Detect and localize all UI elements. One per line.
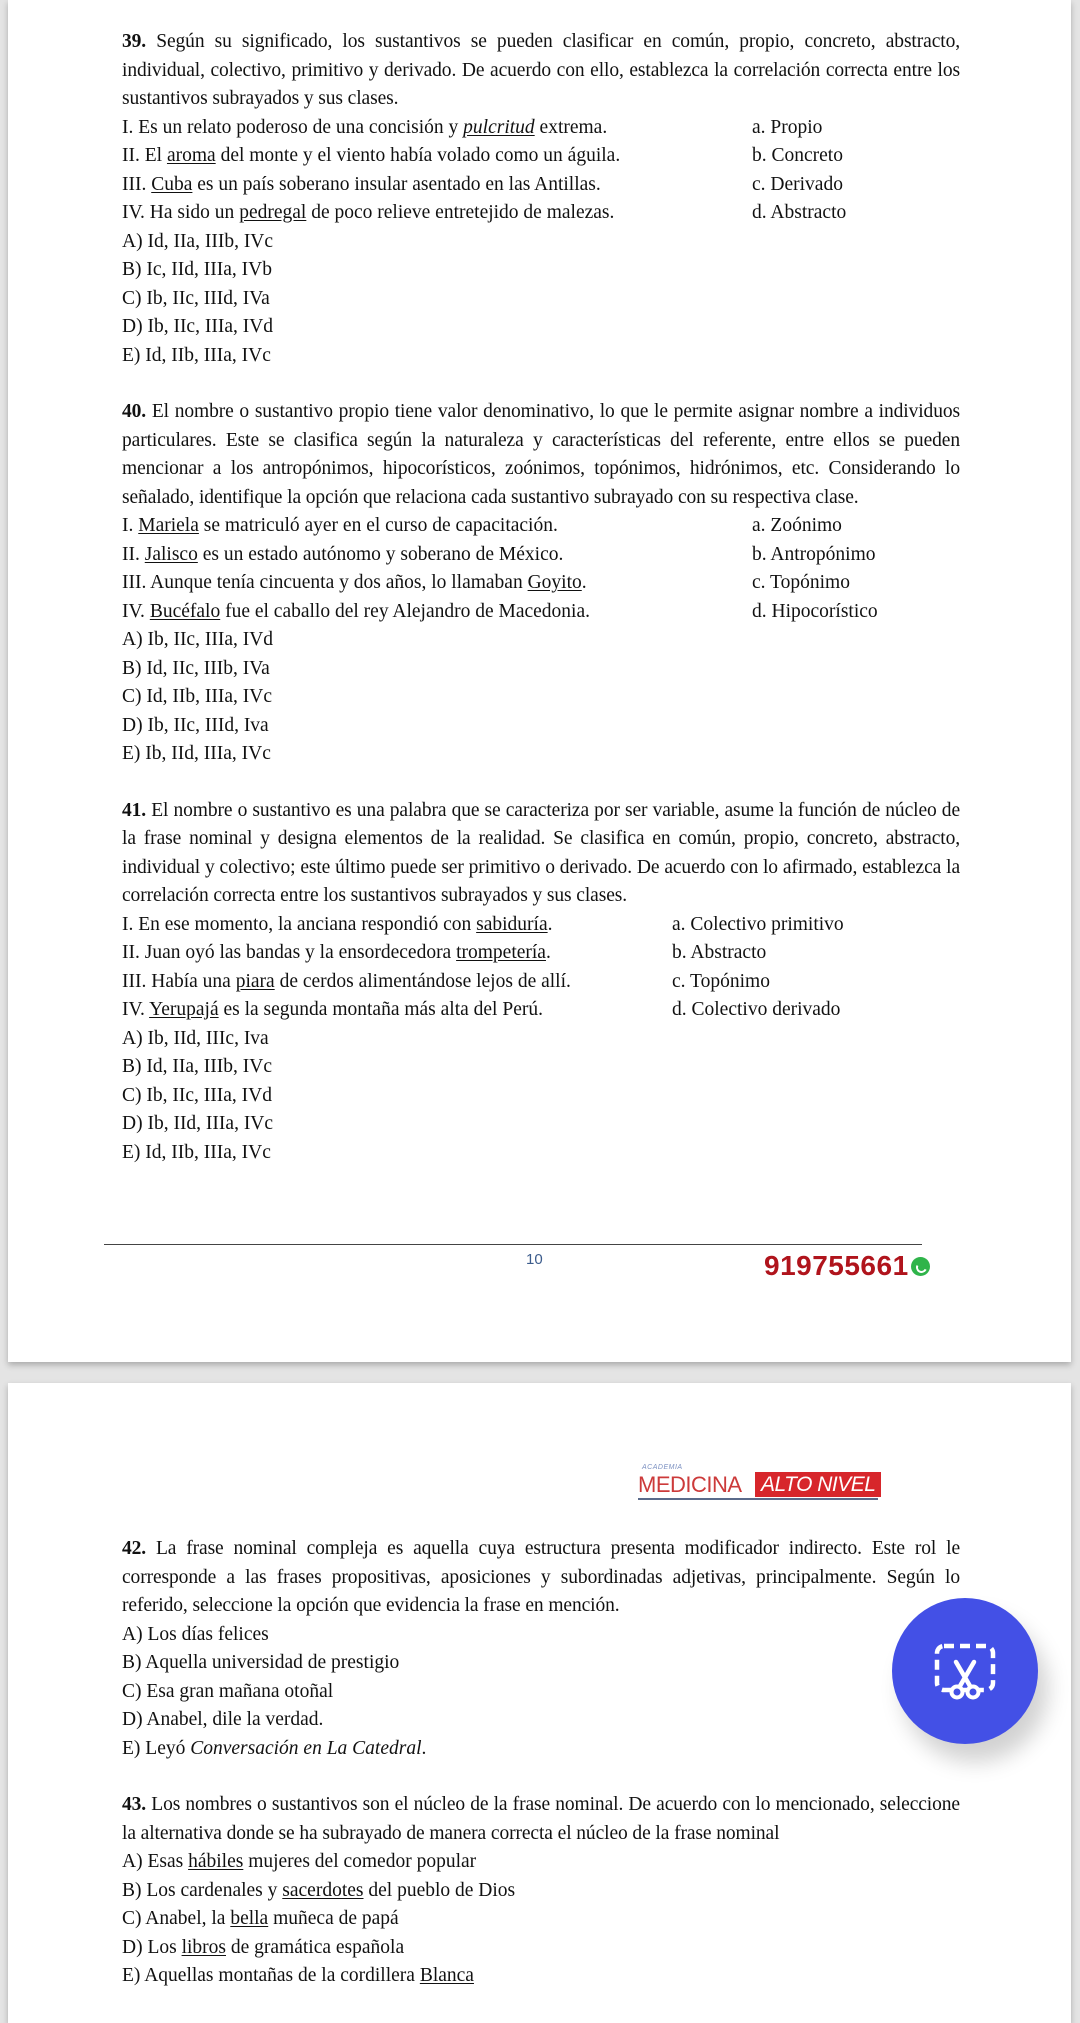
question-number: 43. [122,1794,147,1815]
match-label: a. Propio [752,116,823,138]
match-label: c. Derivado [752,173,843,195]
underlined-noun: Goyito [527,572,582,593]
item-row: II. Jalisco es un estado autónomo y soberano de México. b. Antropónimo [122,541,960,570]
item-row: III. Cuba es un país soberano insular asentado en las Antillas. c. Derivado [122,171,960,200]
answer-option: D) Ib, IIc, IIIa, IVd [122,316,274,337]
question-text: El nombre o sustantivo es una palabra que se caracteriza por ser variable, asume la función de núcleo de la frase nominal y designa elementos de la realidad. Se clasifica en común, propio, concreto, abstracto, individual y colectivo; este último puede ser primitivo o derivado. De acuerdo con lo afirmado, establezca la correlación correcta entre los sustantivos subrayados y sus clases. [122,799,960,906]
answer-option: E) Leyó Conversación en La Catedral. [122,1737,427,1759]
answer-option: D) Anabel, dile la verdad. [122,1709,324,1730]
page-1-content [122,28,960,1167]
question-42-statement [122,1535,960,1621]
answer-option: D) Los libros de gramática española [122,1936,405,1958]
answer-option: A) Los días felices [122,1623,269,1645]
underlined-noun: libros [181,1936,226,1958]
screenshot-scissors-icon [932,1638,998,1704]
answer-option: E) Aquellas montañas de la cordillera Blanca [122,1965,474,1986]
question-39-statement [122,28,960,114]
answer-option: C) Ib, IIc, IIId, IVa [122,287,270,309]
question-42 [122,1535,960,1763]
question-number: 41. [122,799,147,821]
answer-option: E) Ib, IId, IIIa, IVc [122,743,271,764]
item-row: III. Aunque tenía cincuenta y dos años, lo llamaban Goyito. c. Topónimo [122,569,960,598]
match-label: d. Colectivo derivado [672,999,841,1020]
item-row: IV. Ha sido un pedregal de poco relieve entretejido de malezas. d. Abstracto [122,199,960,228]
answer-option: D) Ib, IIc, IIId, Iva [122,714,269,736]
question-number: 39. [122,31,147,52]
question-41 [122,797,960,1168]
answer-option: D) Ib, IId, IIIa, IVc [122,1113,274,1134]
answer-option: A) Ib, IIc, IIIa, IVd [122,629,274,650]
page-number: 10 [526,1251,543,1268]
underlined-noun: Cuba [151,173,193,195]
underlined-noun: Yerupajá [149,999,219,1020]
answer-option: C) Anabel, la bella muñeca de papá [122,1908,399,1929]
answer-option: E) Id, IIb, IIIa, IVc [122,344,271,366]
logo-underline [638,1498,878,1500]
answer-option: C) Ib, IIc, IIIa, IVd [122,1084,272,1106]
question-43-statement [122,1791,960,1848]
question-40-statement [122,398,960,512]
item-row: I. Mariela se matriculó ayer en el curso de capacitación. a. Zoónimo [122,512,960,541]
underlined-noun: pulcritud [463,116,535,138]
underlined-noun: Blanca [419,1965,474,1986]
underlined-noun: trompetería [456,942,546,963]
logo-medicina-text: MEDICINA [638,1472,742,1497]
answer-option: A) Ib, IId, IIIc, Iva [122,1027,269,1049]
question-41-statement [122,797,960,911]
answer-option: C) Esa gran mañana otoñal [122,1680,334,1702]
match-label: a. Zoónimo [752,515,842,536]
answer-option: B) Aquella universidad de prestigio [122,1652,400,1673]
question-number: 40. [122,401,147,422]
underlined-noun: piara [235,970,275,992]
page-2-content [122,1535,960,1991]
item-row: I. Es un relato poderoso de una concisión y pulcritud extrema. a. Propio [122,114,960,143]
item-row: II. El aroma del monte y el viento había volado como un águila. b. Concreto [122,142,960,171]
match-label: a. Colectivo primitivo [672,913,844,935]
match-label: d. Abstracto [752,202,847,223]
document-page-1 [8,0,1071,1362]
item-row: II. Juan oyó las bandas y la ensordecedora trompetería. b. Abstracto [122,939,960,968]
question-text: Los nombres o sustantivos son el núcleo de la frase nominal. De acuerdo con lo mencionado, seleccione la alternativa donde se ha subrayado de manera correcta el núcleo de la frase nominal [122,1794,960,1844]
whatsapp-icon [911,1257,930,1276]
underlined-noun: Bucéfalo [149,600,221,622]
item-row: IV. Bucéfalo fue el caballo del rey Alejandro de Macedonia. d. Hipocorístico [122,598,960,627]
match-label: b. Concreto [752,145,843,166]
question-40 [122,398,960,769]
underlined-noun: sacerdotes [282,1879,364,1901]
answer-option: A) Esas hábiles mujeres del comedor popular [122,1851,477,1872]
answer-option: B) Los cardenales y sacerdotes del pueblo de Dios [122,1879,516,1901]
question-text: La frase nominal compleja es aquella cuya estructura presenta modificador indirecto. Este rol le corresponde a las frases propositivas, aposiciones y subordinadas adjetivas, principalmente. Según lo referido, seleccione la opción que evidencia la frase en mención. [122,1538,960,1616]
answer-option: B) Ic, IId, IIIa, IVb [122,259,272,280]
screenshot-crop-button[interactable] [892,1598,1038,1744]
match-label: b. Abstracto [672,942,767,963]
item-row: IV. Yerupajá es la segunda montaña más alta del Perú. d. Colectivo derivado [122,996,960,1025]
underlined-noun: pedregal [239,202,307,223]
item-row: III. Había una piara de cerdos alimentándose lejos de allí. c. Topónimo [122,968,960,997]
answer-option: C) Id, IIb, IIIa, IVc [122,686,272,707]
match-label: c. Topónimo [672,970,770,992]
underlined-noun: aroma [166,145,216,166]
underlined-noun: Jalisco [144,543,198,565]
answer-option: A) Id, IIa, IIIb, IVc [122,230,274,252]
underlined-noun: bella [230,1908,269,1929]
underlined-noun: sabiduría [476,913,548,935]
phone-number: 919755661 [764,1250,909,1281]
question-text: Según su significado, los sustantivos se pueden clasificar en común, propio, concreto, abstracto, individual, colectivo, primitivo y derivado. De acuerdo con ello, establezca la correlación correcta entre los sustantivos subrayados y sus clases. [122,31,960,109]
footer-divider [104,1244,922,1245]
answer-option: B) Id, IIa, IIIb, IVc [122,1056,272,1077]
logo-academia-text: ACADEMIA [642,1464,683,1471]
question-39 [122,28,960,370]
question-number: 42. [122,1538,147,1559]
logo-alto-nivel-text: ALTO NIVEL [755,1472,881,1497]
underlined-noun: hábiles [188,1851,244,1872]
answer-option: E) Id, IIb, IIIa, IVc [122,1141,271,1163]
contact-phone [764,1250,930,1282]
match-label: b. Antropónimo [752,543,876,565]
question-text: El nombre o sustantivo propio tiene valor denominativo, lo que le permite asignar nombre a individuos particulares. Este se clasifica según la naturaleza y características del referente, entre ellos se pueden mencionar a los antropónimos, hipocorísticos, zoónimos, topónimos, hidrónimos, etc. Considerando lo señalado, identifique la opción que relaciona cada sustantivo subrayado con su respectiva clase. [122,401,960,508]
match-label: d. Hipocorístico [752,600,878,622]
question-43 [122,1791,960,1991]
answer-option: B) Id, IIc, IIIb, IVa [122,657,270,679]
item-row: I. En ese momento, la anciana respondió con sabiduría. a. Colectivo primitivo [122,911,960,940]
match-label: c. Topónimo [752,572,850,593]
underlined-noun: Mariela [138,515,199,536]
academy-logo [638,1464,893,1506]
book-title: Conversación en La Catedral [190,1737,422,1759]
